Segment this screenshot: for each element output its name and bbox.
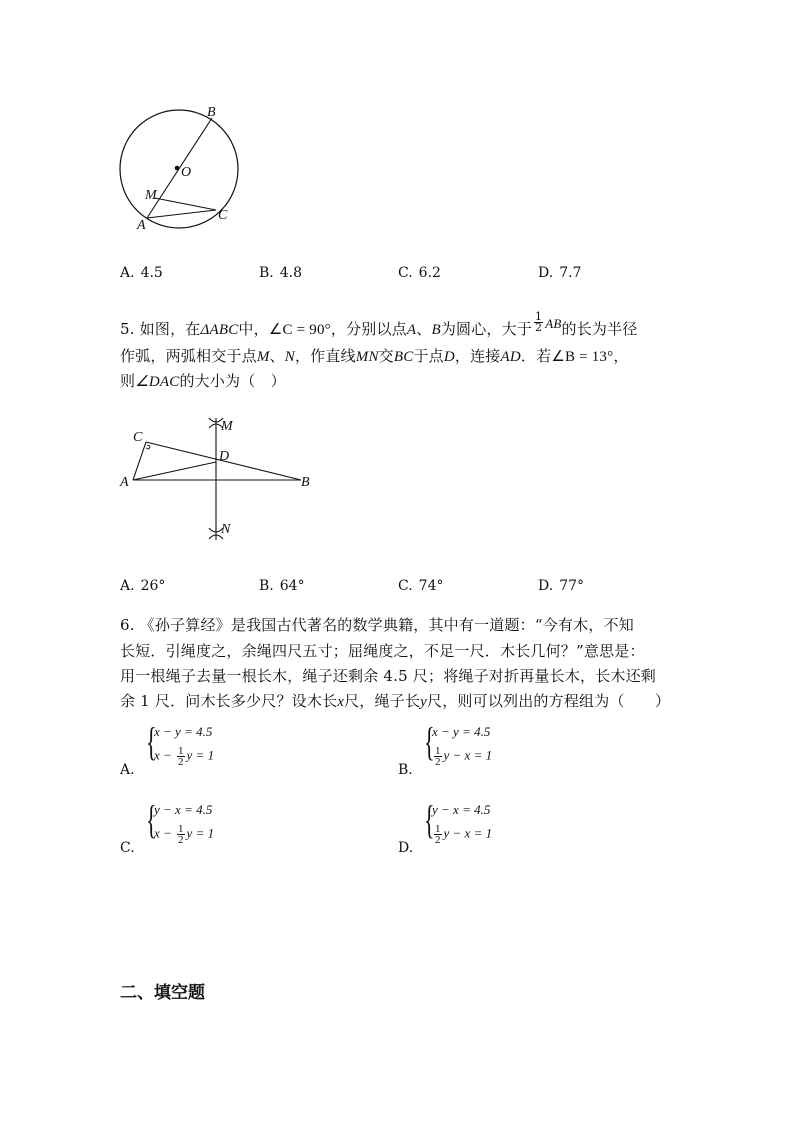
label-b: B <box>207 105 216 120</box>
q5-math: ΔABC <box>200 322 239 338</box>
equation-1: y − x = 4.5 <box>154 802 213 817</box>
q5-math: ∠DAC <box>135 374 180 390</box>
option-letter: D. <box>538 265 554 281</box>
brace: { <box>424 719 435 764</box>
option-letter: C. <box>398 578 413 594</box>
fraction-num: 1 <box>535 309 543 323</box>
equation-2 <box>432 824 492 845</box>
triangle-figure <box>110 410 320 550</box>
q6-text: 余 1 尺．问木长多少尺？设木长 <box>120 692 338 710</box>
brace: { <box>146 719 157 764</box>
q5-text: ，分别以点 <box>330 320 407 338</box>
equation-2 <box>432 746 492 767</box>
q5-math: M <box>256 349 270 365</box>
q5-text: 的长为半径 <box>561 320 638 338</box>
eq-part: y = 1 <box>186 825 215 841</box>
q5-text: 、 <box>269 347 285 365</box>
q4-option-c[interactable] <box>398 265 441 281</box>
q5-math: MN <box>355 349 379 365</box>
q5-text: 中， <box>238 320 269 338</box>
q6-option-a[interactable]: A. <box>120 762 135 778</box>
brace: { <box>146 797 157 842</box>
q6-math: y <box>420 694 428 710</box>
option-letter: D. <box>538 578 554 594</box>
fraction-num: 1 <box>435 745 441 757</box>
q5-line-2 <box>120 345 629 366</box>
label-c: C <box>218 208 228 223</box>
q4-option-a[interactable] <box>120 265 163 281</box>
label-n: N <box>221 522 231 537</box>
option-value: 64° <box>279 578 305 594</box>
fraction <box>434 824 442 845</box>
equation-1: x − y = 4.5 <box>154 724 213 739</box>
segment-mc <box>155 198 216 210</box>
q5-option-a[interactable] <box>120 578 165 594</box>
q5-math: B <box>431 322 441 338</box>
q5-math: AB <box>545 316 562 331</box>
fraction-den: 2 <box>435 834 441 846</box>
eq-part: y − x = 1 <box>443 825 493 841</box>
q4-option-d[interactable] <box>538 265 581 281</box>
label-b: B <box>301 475 310 490</box>
q5-line-3 <box>120 370 286 391</box>
q6-line-1: 6. 《孙子算经》是我国古代著名的数学典籍，其中有一道题：“今有木，不知 <box>120 616 634 634</box>
q5-math: N <box>284 349 295 365</box>
eq-part: y = 1 <box>186 747 215 763</box>
segment-ac <box>133 442 146 480</box>
q5-text: 的大小为（ ） <box>179 372 286 390</box>
q5-math: D <box>443 349 455 365</box>
q6-line-3: 用一根绳子去量一根长木，绳子还剩余 4.5 尺；将绳子对折再量长木，长木还剩 <box>120 667 656 685</box>
q5-math: AD <box>500 349 521 365</box>
right-angle-mark <box>146 445 150 449</box>
option-letter: B. <box>259 578 274 594</box>
option-letter: A. <box>120 578 135 594</box>
q5-option-c[interactable] <box>398 578 444 594</box>
q6-text: 尺，则可以列出的方程组为（ ） <box>427 692 671 710</box>
circle-figure <box>110 100 250 235</box>
q5-text: 为圆心，大于 <box>440 320 533 338</box>
q6-text: 尺，绳子长 <box>344 692 421 710</box>
q5-text: 于点 <box>413 347 444 365</box>
q5-text: ，连接 <box>454 347 501 365</box>
q6-line-2: 长短．引绳度之，余绳四尺五寸；屈绳度之，不足一尺．木长几何？”意思是： <box>120 642 645 660</box>
eq-part: y − x = 1 <box>443 747 493 763</box>
q5-math: BC <box>393 349 414 365</box>
label-a: A <box>120 475 129 490</box>
q5-text: ，作直线 <box>294 347 356 365</box>
label-d: D <box>219 449 230 464</box>
q5-text: 5. 如图，在 <box>120 320 201 338</box>
fraction-den: 2 <box>178 756 184 768</box>
q4-option-b[interactable] <box>259 265 302 281</box>
chord-ac <box>147 210 216 218</box>
q5-text: 、 <box>416 320 432 338</box>
q6-option-b[interactable]: B. <box>398 762 413 778</box>
fraction <box>434 746 442 767</box>
label-a: A <box>137 218 146 233</box>
fraction-den: 2 <box>435 756 441 768</box>
option-letter: B. <box>259 265 274 281</box>
brace: { <box>424 797 435 842</box>
center-dot <box>175 166 180 171</box>
q5-text: ， <box>613 347 629 365</box>
eq-part: x − <box>154 825 176 841</box>
option-value: 4.8 <box>279 265 303 281</box>
q5-option-d[interactable] <box>538 578 584 594</box>
q6-math: x <box>337 694 345 710</box>
fraction-num: 1 <box>435 823 441 835</box>
q6-option-c[interactable]: C. <box>120 840 135 856</box>
option-letter: C. <box>398 265 413 281</box>
q6-option-d[interactable]: D. <box>398 840 414 856</box>
option-value: 74° <box>418 578 444 594</box>
label-c: C <box>133 430 143 445</box>
q5-text: 作弧，两弧相交于点 <box>120 347 257 365</box>
q5-option-b[interactable] <box>259 578 305 594</box>
fraction <box>177 746 185 767</box>
fraction-den: 2 <box>178 834 184 846</box>
q5-text: 交 <box>378 347 394 365</box>
fraction-den: 2 <box>535 320 543 334</box>
section-heading: 二、填空题 <box>120 983 205 1003</box>
eq-part: x − <box>154 747 176 763</box>
fraction <box>177 824 185 845</box>
q5-math: A <box>406 322 417 338</box>
equation-1: x − y = 4.5 <box>432 724 491 739</box>
label-m: M <box>145 188 157 203</box>
option-value: 26° <box>140 578 166 594</box>
q5-text: ．若 <box>520 347 552 365</box>
option-letter: A. <box>120 265 135 281</box>
q5-math: ∠B = 13° <box>551 349 614 365</box>
fraction-num: 1 <box>178 745 184 757</box>
option-value: 77° <box>559 578 585 594</box>
segment-ad <box>133 462 216 480</box>
option-value: 6.2 <box>418 265 441 281</box>
label-m: M <box>221 419 233 434</box>
equation-2 <box>154 746 214 767</box>
equation-1: y − x = 4.5 <box>432 802 491 817</box>
fraction-num: 1 <box>178 823 184 835</box>
q6-line-4 <box>120 690 670 711</box>
q5-text: 则 <box>120 372 136 390</box>
equation-2 <box>154 824 214 845</box>
label-o: O <box>181 165 192 180</box>
option-value: 4.5 <box>140 265 163 281</box>
q5-line-1 <box>120 309 638 341</box>
q5-fraction <box>534 309 543 334</box>
q5-math: ∠C = 90° <box>268 322 331 338</box>
option-value: 7.7 <box>559 265 582 281</box>
